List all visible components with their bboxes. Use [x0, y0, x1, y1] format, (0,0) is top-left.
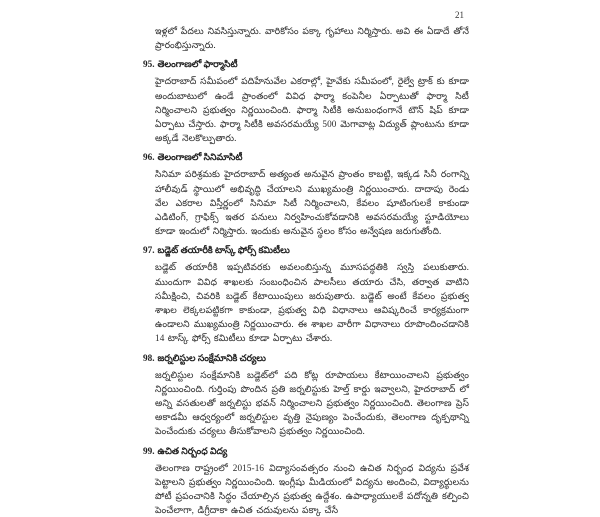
section-99-heading — [143, 445, 469, 458]
section-98-title: జర్నలిస్టుల సంక్షేమానికి చర్యలు — [157, 352, 266, 363]
section-97-body: బడ్జెట్ తయారీకి ఇప్పటివరకు అవలంబిస్తున్న మూసపద్ధతికి స్వస్తి పలుకుతారు. ముందుగా వివిధ శాఖలకు సంబంధించిన పాలసీలు తయారు చేసి, తర్వాత వాటిని సమీక్షించి, చివరికి బడ్జెట్ కేటాయింపులు జరుపుతారు. బడ్జెట్ అంటే కేవలం ప్రభుత్వ శాఖల లెక్కలపట్టికగా కాకుండా, ప్రభుత్వ విధి విధానాలు ఆవిష్కరించే కార్యక్రమంగా ఉండాలని ముఖ్యమంత్రి నిర్ణయించారు. ఈ శాఖల వారీగా విధానాలు రూపొందించడానికి 14 టాస్క్ ఫోర్స్ కమిటీలు కూడా ఏర్పాటు చేశారు. — [155, 262, 469, 344]
section-95-number: 95. — [143, 59, 155, 70]
section-96-heading — [143, 151, 469, 164]
page-number: 21 — [455, 10, 464, 20]
section-95-title: తెలంగాణలో ఫార్మాసిటీ — [157, 59, 238, 70]
section-96-body: సినిమా పరిశ్రమకు హైదరాబాద్ అత్యంత అనువైన ప్రాంతం కాబట్టి, ఇక్కడ సినీ రంగాన్ని హాలీవుడ్ స్థాయిలో అభివృద్ధి చేయాలని ముఖ్యమంత్రి నిర్ణయించారు. దాదాపు రెండు వేల ఎకరాల విస్తీర్ణంలో సినిమా సిటీ నిర్మించాలని, కేవలం షూటింగులకే కాకుండా ఎడిటింగ్, గ్రాఫిక్స్ ఇతర పనులు నిర్వహించుకోవడానికి అవసరమయ్యే స్టూడియోలు కూడా ఇందులో నిర్మిస్తారు. ఇందుకు అనువైన స్థలం కోసం అన్వేషణ జరుగుతోంది. — [155, 169, 469, 237]
section-98-number: 98. — [143, 352, 155, 363]
section-98-body: జర్నలిస్టుల సంక్షేమానికి బడ్జెట్‌లో పది కోట్ల రూపాయలు కేటాయించాలని ప్రభుత్వం నిర్ణయించింది. గుర్తింపు పొందిన ప్రతి జర్నలిస్టుకు హెల్త్ కార్డు ఇవ్వాలని, హైదరాబాద్ లో అన్ని వసతులతో జర్నలిస్టు భవన్ నిర్మించాలని ప్రభుత్వం నిర్ణయించింది. తెలంగాణ ప్రెస్ అకాడమీ ఆధ్వర్యంలో జర్నలిస్టుల వృత్తి నైపుణ్యం పెంచేందుకు, తెలంగాణ దృక్పథాన్ని పెంచేందుకు చర్యలు తీసుకోవాలని ప్రభుత్వం నిర్ణయించింది. — [155, 369, 469, 437]
document-content — [143, 24, 469, 517]
section-97 — [143, 244, 469, 345]
section-96 — [143, 151, 469, 238]
section-99-number: 99. — [143, 445, 155, 456]
section-95 — [143, 58, 469, 145]
section-95-heading — [143, 58, 469, 71]
section-97-heading — [143, 244, 469, 257]
section-95-body: హైదరాబాద్ సమీపంలో పదిహేనువేల ఎకరాల్లో, హైవేకు సమీపంలో, రైల్వే ట్రాక్ కు కూడా అందుబాటులో ఉండే ప్రాంతంలో వివిధ ఫార్మా కంపెనీల ఏర్పాటుతో ఫార్మా సిటీ నిర్మించాలని ప్రభుత్వం నిర్ణయించింది. ఫార్మా సిటీకి అనుబంధంగానే టౌన్ షిప్ కూడా ఏర్పాటు చేస్తారు. ఫార్మా సిటీకి అవసరమయ్యే 500 మెగావాట్ల విద్యుత్ ప్లాంటును కూడా అక్కడే నెలకొల్పుతారు. — [155, 76, 469, 144]
section-96-title: తెలంగాణలో సినిమాసిటీ — [157, 152, 243, 163]
paragraph-continuation: ఇళ్లలో పేదలు నివసిస్తున్నారు. వారికోసం పక్కా గృహాలు నిర్మిస్తారు. అవి ఈ ఏడాదే తోనే ప్రారంభిస్తున్నారు. — [155, 26, 469, 51]
section-97-number: 97. — [143, 245, 155, 256]
section-98-heading — [143, 352, 469, 365]
section-96-number: 96. — [143, 152, 155, 163]
section-97-title: బడ్జెట్ తయారీకి టాస్క్ ఫోర్స్ కమిటీలు — [157, 245, 290, 256]
section-98 — [143, 352, 469, 439]
section-99 — [143, 445, 469, 517]
section-99-title: ఉచిత నిర్బంధ విద్య — [157, 445, 228, 456]
section-99-body: తెలంగాణ రాష్ట్రంలో 2015-16 విద్యాసంవత్సరం నుంచి ఉచిత నిర్బంధ విద్యను ప్రవేశ పెట్టాలని ప్రభుత్వం నిర్ణయించింది. ఇంగ్లీషు మీడియంలో విద్యను అందించి, విద్యార్థులను పోటీ ప్రపంచానికి సిద్ధం చేయాల్సిన ప్రభుత్వ ఉద్దేశం. ఉపాధ్యాయులకే పదోన్నతి కల్పించి పెంచేలాగా, డిగ్రీదాకా ఉచిత చదువులను పక్కా చేసే — [155, 462, 469, 516]
